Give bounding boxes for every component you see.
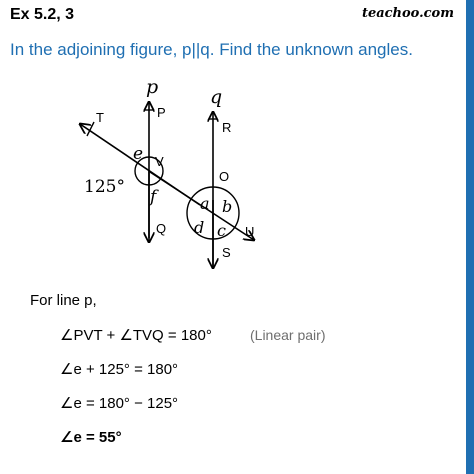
line-q-label: q	[210, 86, 223, 108]
point-v-label: V	[155, 154, 164, 169]
point-o-label: O	[219, 169, 230, 184]
angle-c-label: c	[217, 221, 226, 240]
angle-f-label: f	[150, 187, 157, 207]
solution-step-4: ∠e = 55°	[60, 429, 122, 446]
point-q-label: Q	[156, 221, 167, 236]
solution-intro: For line p,	[30, 292, 97, 309]
point-r-label: R	[222, 120, 232, 135]
solution-step-2: ∠e + 125° = 180°	[60, 361, 179, 378]
angle-given-label: 125°	[84, 177, 125, 197]
solution-step-3: ∠e = 180° − 125°	[60, 395, 179, 412]
point-s-label: S	[222, 245, 231, 260]
exercise-title: Ex 5.2, 3	[10, 6, 75, 23]
point-u-label: U	[245, 224, 255, 239]
angle-b-label: b	[222, 197, 233, 216]
point-t-label: T	[96, 110, 104, 125]
angle-d-label: d	[194, 218, 205, 237]
line-p-label: p	[146, 76, 159, 98]
solution-step-1-note: (Linear pair)	[250, 327, 326, 343]
angle-e-label: e	[133, 144, 144, 164]
brand-logo: teachoo.com	[361, 6, 454, 21]
point-p-label: P	[157, 105, 166, 120]
solution-step-1: ∠PVT + ∠TVQ = 180°	[60, 327, 212, 344]
angle-a-label: a	[200, 194, 210, 213]
question-text: In the adjoining figure, p||q. Find the unknown angles.	[10, 40, 413, 59]
